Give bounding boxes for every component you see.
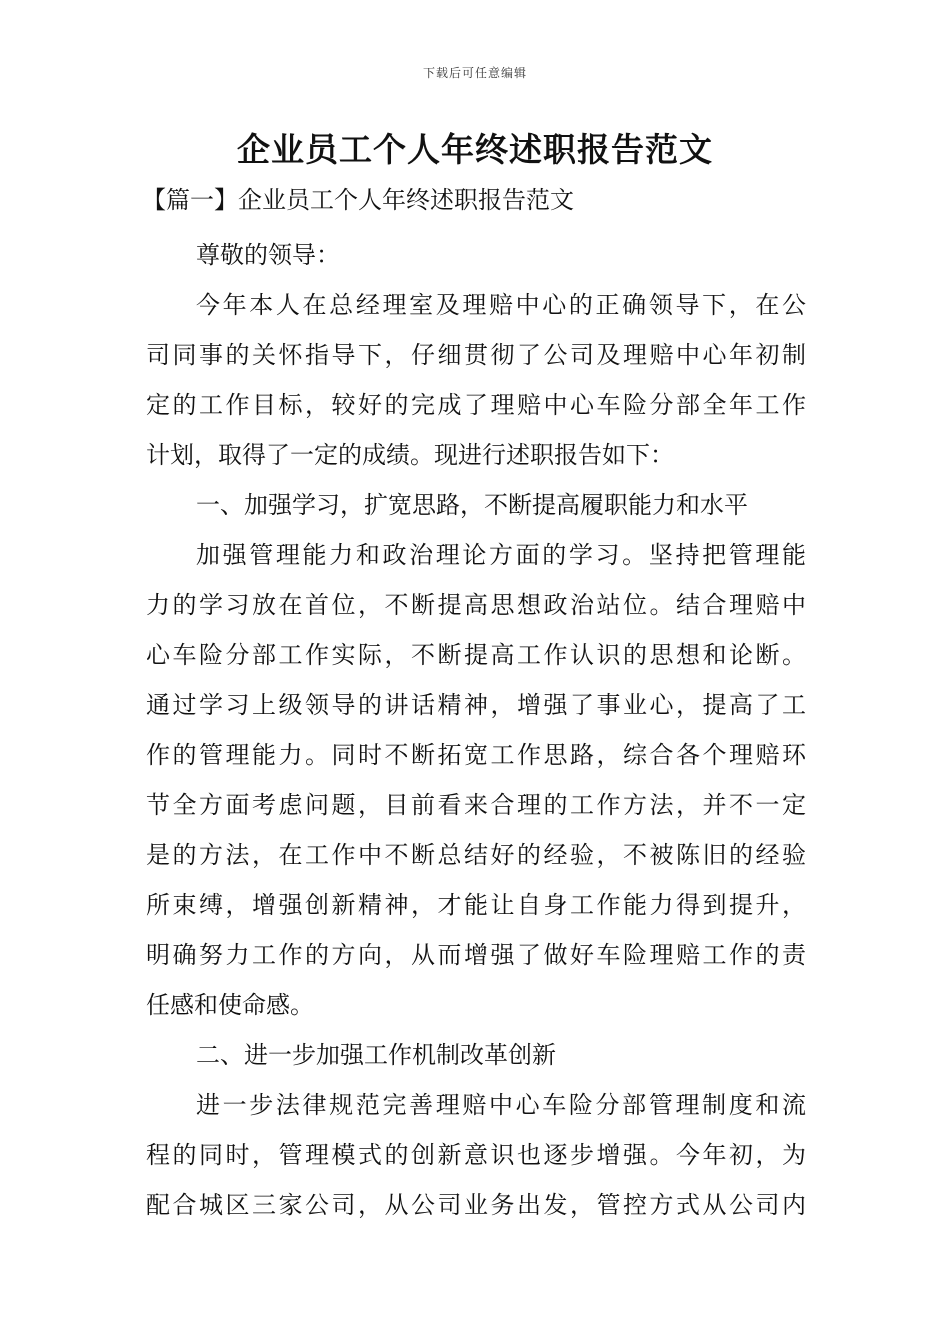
text-line: 加强管理能力和政治理论方面的学习。坚持把管理能 <box>196 541 806 569</box>
text-line: 是的方法，在工作中不断总结好的经验，不被陈旧的经验 <box>146 841 806 869</box>
text-line: 尊敬的领导： <box>196 241 340 269</box>
text-line: 节全方面考虑问题，目前看来合理的工作方法，并不一定 <box>146 791 806 819</box>
document-title: 企业员工个人年终述职报告范文 <box>237 130 713 169</box>
text-line: 程的同时，管理模式的创新意识也逐步增强。今年初，为 <box>146 1141 806 1169</box>
text-line: 任感和使命感。 <box>146 991 314 1019</box>
section-heading: 【篇一】企业员工个人年终述职报告范文 <box>142 186 574 214</box>
text-line: 心车险分部工作实际，不断提高工作认识的思想和论断。 <box>146 641 806 669</box>
text-line: 计划，取得了一定的成绩。现进行述职报告如下： <box>146 441 674 469</box>
text-line: 今年本人在总经理室及理赔中心的正确领导下，在公 <box>196 291 806 319</box>
page-header-note: 下载后可任意编辑 <box>422 66 527 80</box>
text-line: 配合城区三家公司，从公司业务出发，管控方式从公司内 <box>146 1191 806 1219</box>
text-line: 明确努力工作的方向，从而增强了做好车险理赔工作的责 <box>146 941 806 969</box>
text-line: 作的管理能力。同时不断拓宽工作思路，综合各个理赔环 <box>146 741 806 769</box>
text-line: 进一步法律规范完善理赔中心车险分部管理制度和流 <box>196 1091 806 1119</box>
document-body <box>142 180 806 1230</box>
text-line: 司同事的关怀指导下，仔细贯彻了公司及理赔中心年初制 <box>146 341 806 369</box>
text-line: 通过学习上级领导的讲话精神，增强了事业心，提高了工 <box>146 691 806 719</box>
text-line: 所束缚，增强创新精神，才能让自身工作能力得到提升， <box>146 891 806 919</box>
text-line: 定的工作目标，较好的完成了理赔中心车险分部全年工作 <box>146 391 806 419</box>
paragraph-lines <box>146 230 806 1230</box>
text-line: 力的学习放在首位，不断提高思想政治站位。结合理赔中 <box>146 591 806 619</box>
text-line: 一、加强学习，扩宽思路，不断提高履职能力和水平 <box>196 491 748 519</box>
text-line: 二、进一步加强工作机制改革创新 <box>196 1041 556 1069</box>
